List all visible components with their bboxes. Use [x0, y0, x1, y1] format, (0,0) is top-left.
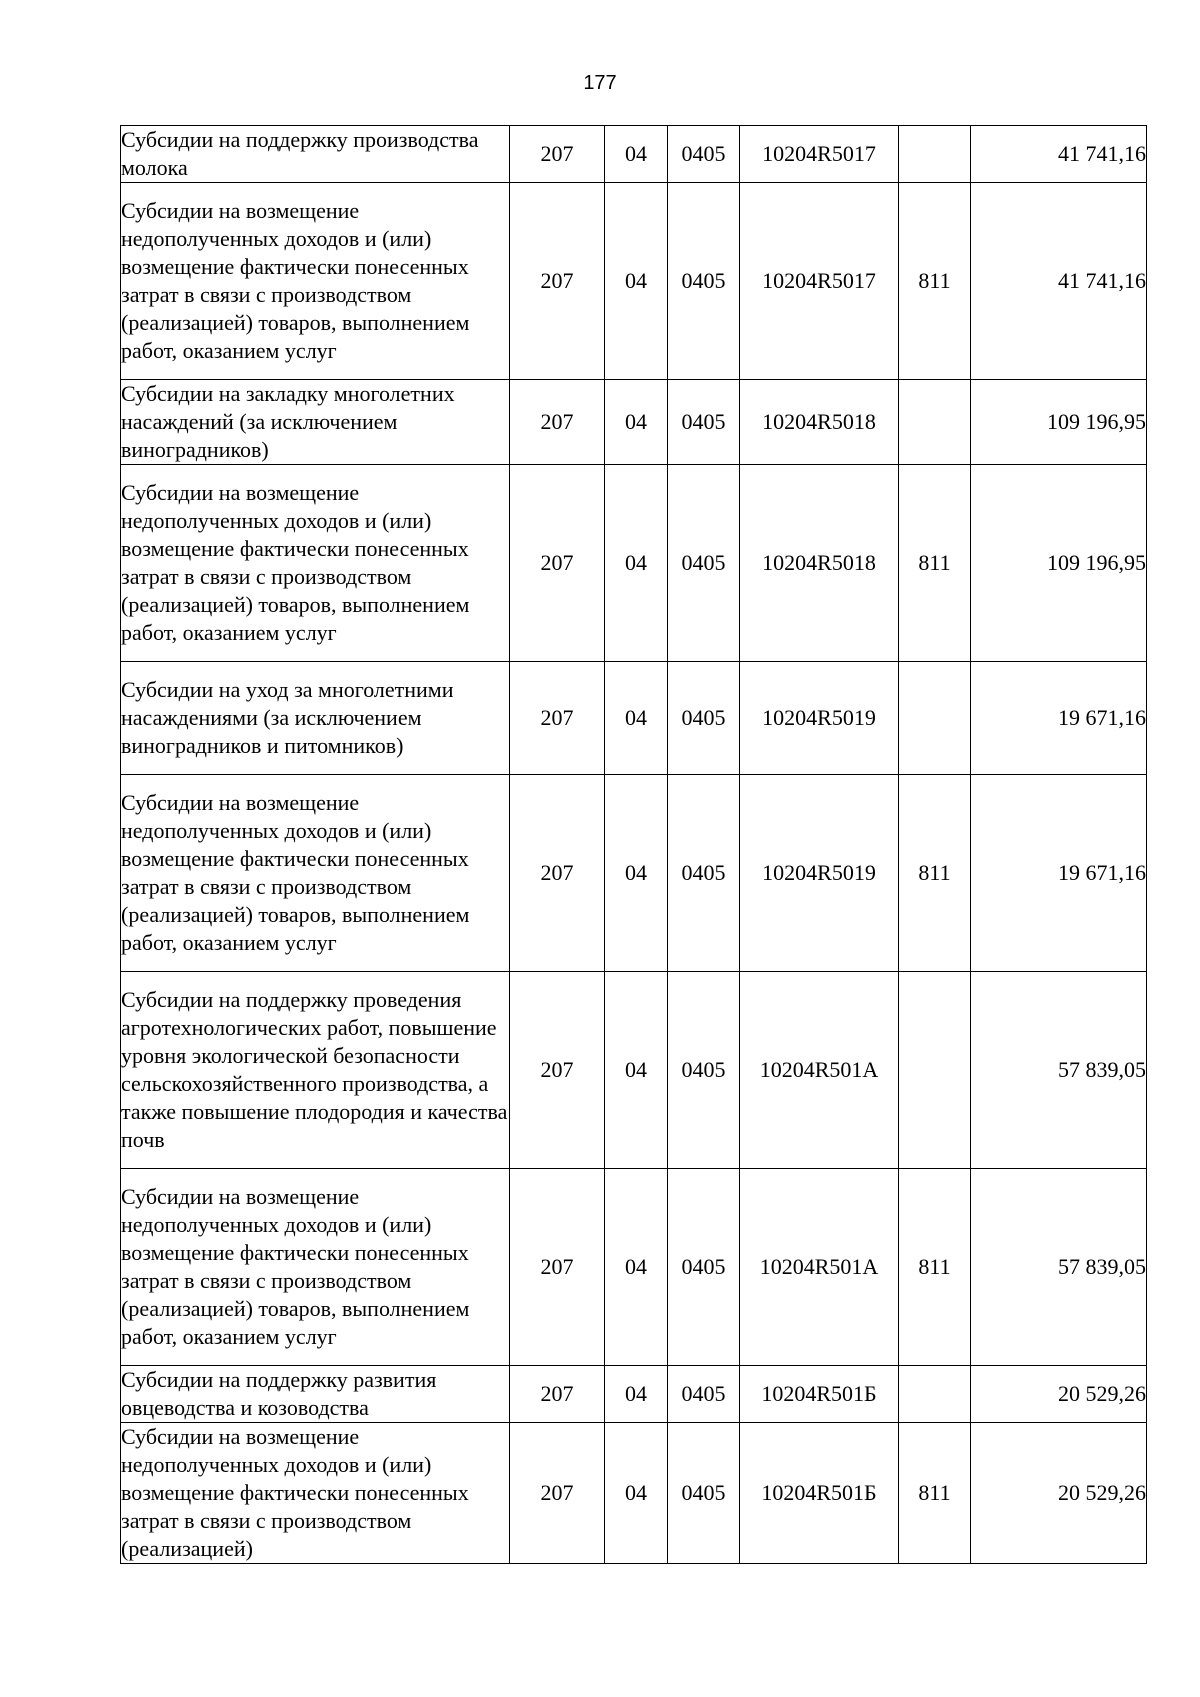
section-code: 04 [605, 1169, 668, 1366]
expense-type-code [899, 380, 971, 465]
section-code: 04 [605, 126, 668, 183]
row-description: Субсидии на поддержку производства молока [121, 126, 510, 183]
subsection-code: 0405 [668, 465, 740, 662]
expense-type-code: 811 [899, 465, 971, 662]
table-row [121, 380, 1147, 465]
row-description: Субсидии на уход за многолетними насаждениями (за исключением виноградников и питомников) [121, 662, 510, 775]
section-code: 04 [605, 1423, 668, 1564]
target-article-code: 10204R5018 [740, 380, 899, 465]
department-code: 207 [510, 662, 605, 775]
subsection-code: 0405 [668, 1423, 740, 1564]
department-code: 207 [510, 183, 605, 380]
department-code: 207 [510, 972, 605, 1169]
amount: 20 529,26 [971, 1366, 1147, 1423]
target-article-code: 10204R5017 [740, 126, 899, 183]
target-article-code: 10204R501А [740, 1169, 899, 1366]
expense-type-code [899, 1366, 971, 1423]
page-number: 177 [583, 72, 617, 94]
expense-type-code: 811 [899, 1423, 971, 1564]
expense-type-code [899, 972, 971, 1169]
amount: 57 839,05 [971, 1169, 1147, 1366]
row-description: Субсидии на поддержку проведения агротехнологических работ, повышение уровня экологической безопасности сельскохозяйственного производства, а также повышение плодородия и качества почв [121, 972, 510, 1169]
subsection-code: 0405 [668, 1366, 740, 1423]
table-row [121, 465, 1147, 662]
department-code: 207 [510, 126, 605, 183]
expense-type-code [899, 662, 971, 775]
subsection-code: 0405 [668, 1169, 740, 1366]
target-article-code: 10204R501Б [740, 1423, 899, 1564]
target-article-code: 10204R501Б [740, 1366, 899, 1423]
section-code: 04 [605, 380, 668, 465]
department-code: 207 [510, 1423, 605, 1564]
table-row [121, 1366, 1147, 1423]
subsection-code: 0405 [668, 972, 740, 1169]
table-row [121, 972, 1147, 1169]
section-code: 04 [605, 183, 668, 380]
amount: 20 529,26 [971, 1423, 1147, 1564]
section-code: 04 [605, 465, 668, 662]
table-row [121, 1423, 1147, 1564]
subsection-code: 0405 [668, 662, 740, 775]
amount: 41 741,16 [971, 183, 1147, 380]
section-code: 04 [605, 972, 668, 1169]
row-description: Субсидии на возмещение недополученных доходов и (или) возмещение фактически понесенных затрат в связи с производством (реализацией) товаров, выполнением работ, оказанием услуг [121, 1169, 510, 1366]
department-code: 207 [510, 775, 605, 972]
section-code: 04 [605, 775, 668, 972]
target-article-code: 10204R5019 [740, 662, 899, 775]
table-row [121, 775, 1147, 972]
table-row [121, 662, 1147, 775]
subsection-code: 0405 [668, 183, 740, 380]
department-code: 207 [510, 1169, 605, 1366]
table-row [121, 126, 1147, 183]
expense-type-code: 811 [899, 183, 971, 380]
target-article-code: 10204R501А [740, 972, 899, 1169]
row-description: Субсидии на возмещение недополученных доходов и (или) возмещение фактически понесенных затрат в связи с производством (реализацией) товаров, выполнением работ, оказанием услуг [121, 465, 510, 662]
amount: 109 196,95 [971, 380, 1147, 465]
department-code: 207 [510, 380, 605, 465]
table-row [121, 1169, 1147, 1366]
amount: 19 671,16 [971, 775, 1147, 972]
department-code: 207 [510, 465, 605, 662]
target-article-code: 10204R5018 [740, 465, 899, 662]
row-description: Субсидии на закладку многолетних насаждений (за исключением виноградников) [121, 380, 510, 465]
target-article-code: 10204R5019 [740, 775, 899, 972]
subsection-code: 0405 [668, 775, 740, 972]
amount: 109 196,95 [971, 465, 1147, 662]
budget-table [120, 125, 1147, 1564]
subsection-code: 0405 [668, 126, 740, 183]
amount: 19 671,16 [971, 662, 1147, 775]
expense-type-code: 811 [899, 775, 971, 972]
amount: 41 741,16 [971, 126, 1147, 183]
expense-type-code: 811 [899, 1169, 971, 1366]
row-description: Субсидии на возмещение недополученных доходов и (или) возмещение фактически понесенных затрат в связи с производством (реализацией) товаров, выполнением работ, оказанием услуг [121, 183, 510, 380]
target-article-code: 10204R5017 [740, 183, 899, 380]
row-description: Субсидии на возмещение недополученных доходов и (или) возмещение фактически понесенных затрат в связи с производством (реализацией) [121, 1423, 510, 1564]
department-code: 207 [510, 1366, 605, 1423]
subsection-code: 0405 [668, 380, 740, 465]
row-description: Субсидии на возмещение недополученных доходов и (или) возмещение фактически понесенных затрат в связи с производством (реализацией) товаров, выполнением работ, оказанием услуг [121, 775, 510, 972]
amount: 57 839,05 [971, 972, 1147, 1169]
table-row [121, 183, 1147, 380]
section-code: 04 [605, 1366, 668, 1423]
expense-type-code [899, 126, 971, 183]
row-description: Субсидии на поддержку развития овцеводства и козоводства [121, 1366, 510, 1423]
section-code: 04 [605, 662, 668, 775]
